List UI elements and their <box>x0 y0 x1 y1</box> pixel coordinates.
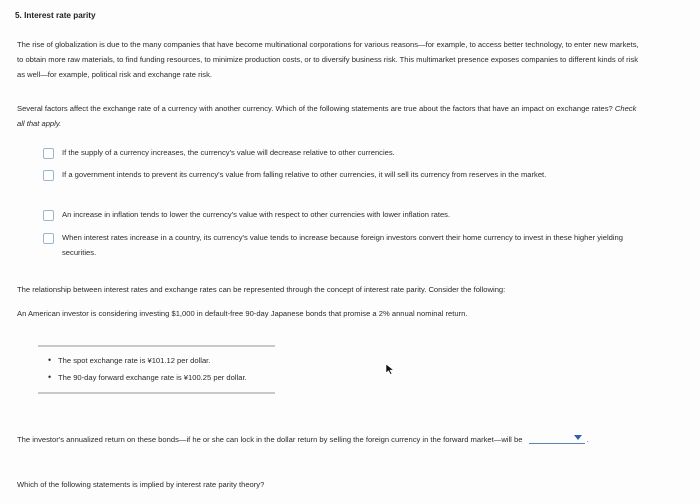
checkbox[interactable] <box>43 148 54 159</box>
question-prompt <box>17 101 645 131</box>
checkbox[interactable] <box>43 170 54 181</box>
irp-question: Which of the following statements is implied by interest rate parity theory? <box>17 480 265 489</box>
mouse-cursor-icon <box>385 363 395 375</box>
option-1[interactable] <box>43 145 395 160</box>
section-title: 5. Interest rate parity <box>15 11 96 20</box>
return-dropdown[interactable] <box>529 431 585 444</box>
checkbox[interactable] <box>43 233 54 244</box>
option-3[interactable] <box>43 207 450 222</box>
bullet-list <box>38 352 275 386</box>
checkbox[interactable] <box>43 210 54 221</box>
option-2[interactable] <box>43 167 623 182</box>
question-prompt-text: Several factors affect the exchange rate of a currency with another currency. Which of the following statements are true about the factors that have an impact on exchange rates? <box>17 104 613 113</box>
option-label: An increase in inflation tends to lower the currency's value with respect to other currencies with lower inflation rates. <box>62 210 451 219</box>
list-item: • The 90-day forward exchange rate is ¥100.25 per dollar. <box>48 369 275 386</box>
intro-paragraph: The rise of globalization is due to the many companies that have become multinational corporations for various reasons—for example, to access better technology, to enter new markets, to obtain more raw materials, to find funding resources, to minimize production costs, or to diversify business risk. This multimarket presence exposes companies to different kinds of risk as well—for example, political risk and exchange rate risk. <box>17 40 639 79</box>
parity-paragraph: The relationship between interest rates and exchange rates can be represented through the concept of interest rate parity. Consider the following: <box>17 285 506 294</box>
option-label: If the supply of a currency increases, the currency's value will decrease relative to other currencies. <box>62 148 395 157</box>
question-instruction: Check all that apply. <box>17 104 637 128</box>
return-question-text: The investor's annualized return on these bonds—if he or she can lock in the dollar return by selling the foreign currency in the forward market—will be <box>17 435 523 444</box>
investor-paragraph: An American investor is considering investing $1,000 in default-free 90-day Japanese bonds that promise a 2% annual nominal return. <box>17 309 468 318</box>
exchange-rate-box <box>38 345 275 394</box>
option-label: If a government intends to prevent its currency's value from falling relative to other currencies, it will sell its currency from reserves in the market. <box>62 170 547 179</box>
return-question-suffix: . <box>586 435 589 444</box>
option-4[interactable] <box>43 230 623 260</box>
return-question <box>17 431 645 447</box>
option-label: When interest rates increase in a country, its currency's value tends to increase because foreign investors convert their home currency to invest in these higher yielding securities. <box>62 233 623 257</box>
dropdown-arrow-icon <box>574 435 582 440</box>
list-item: • The spot exchange rate is ¥101.12 per dollar. <box>48 352 275 369</box>
